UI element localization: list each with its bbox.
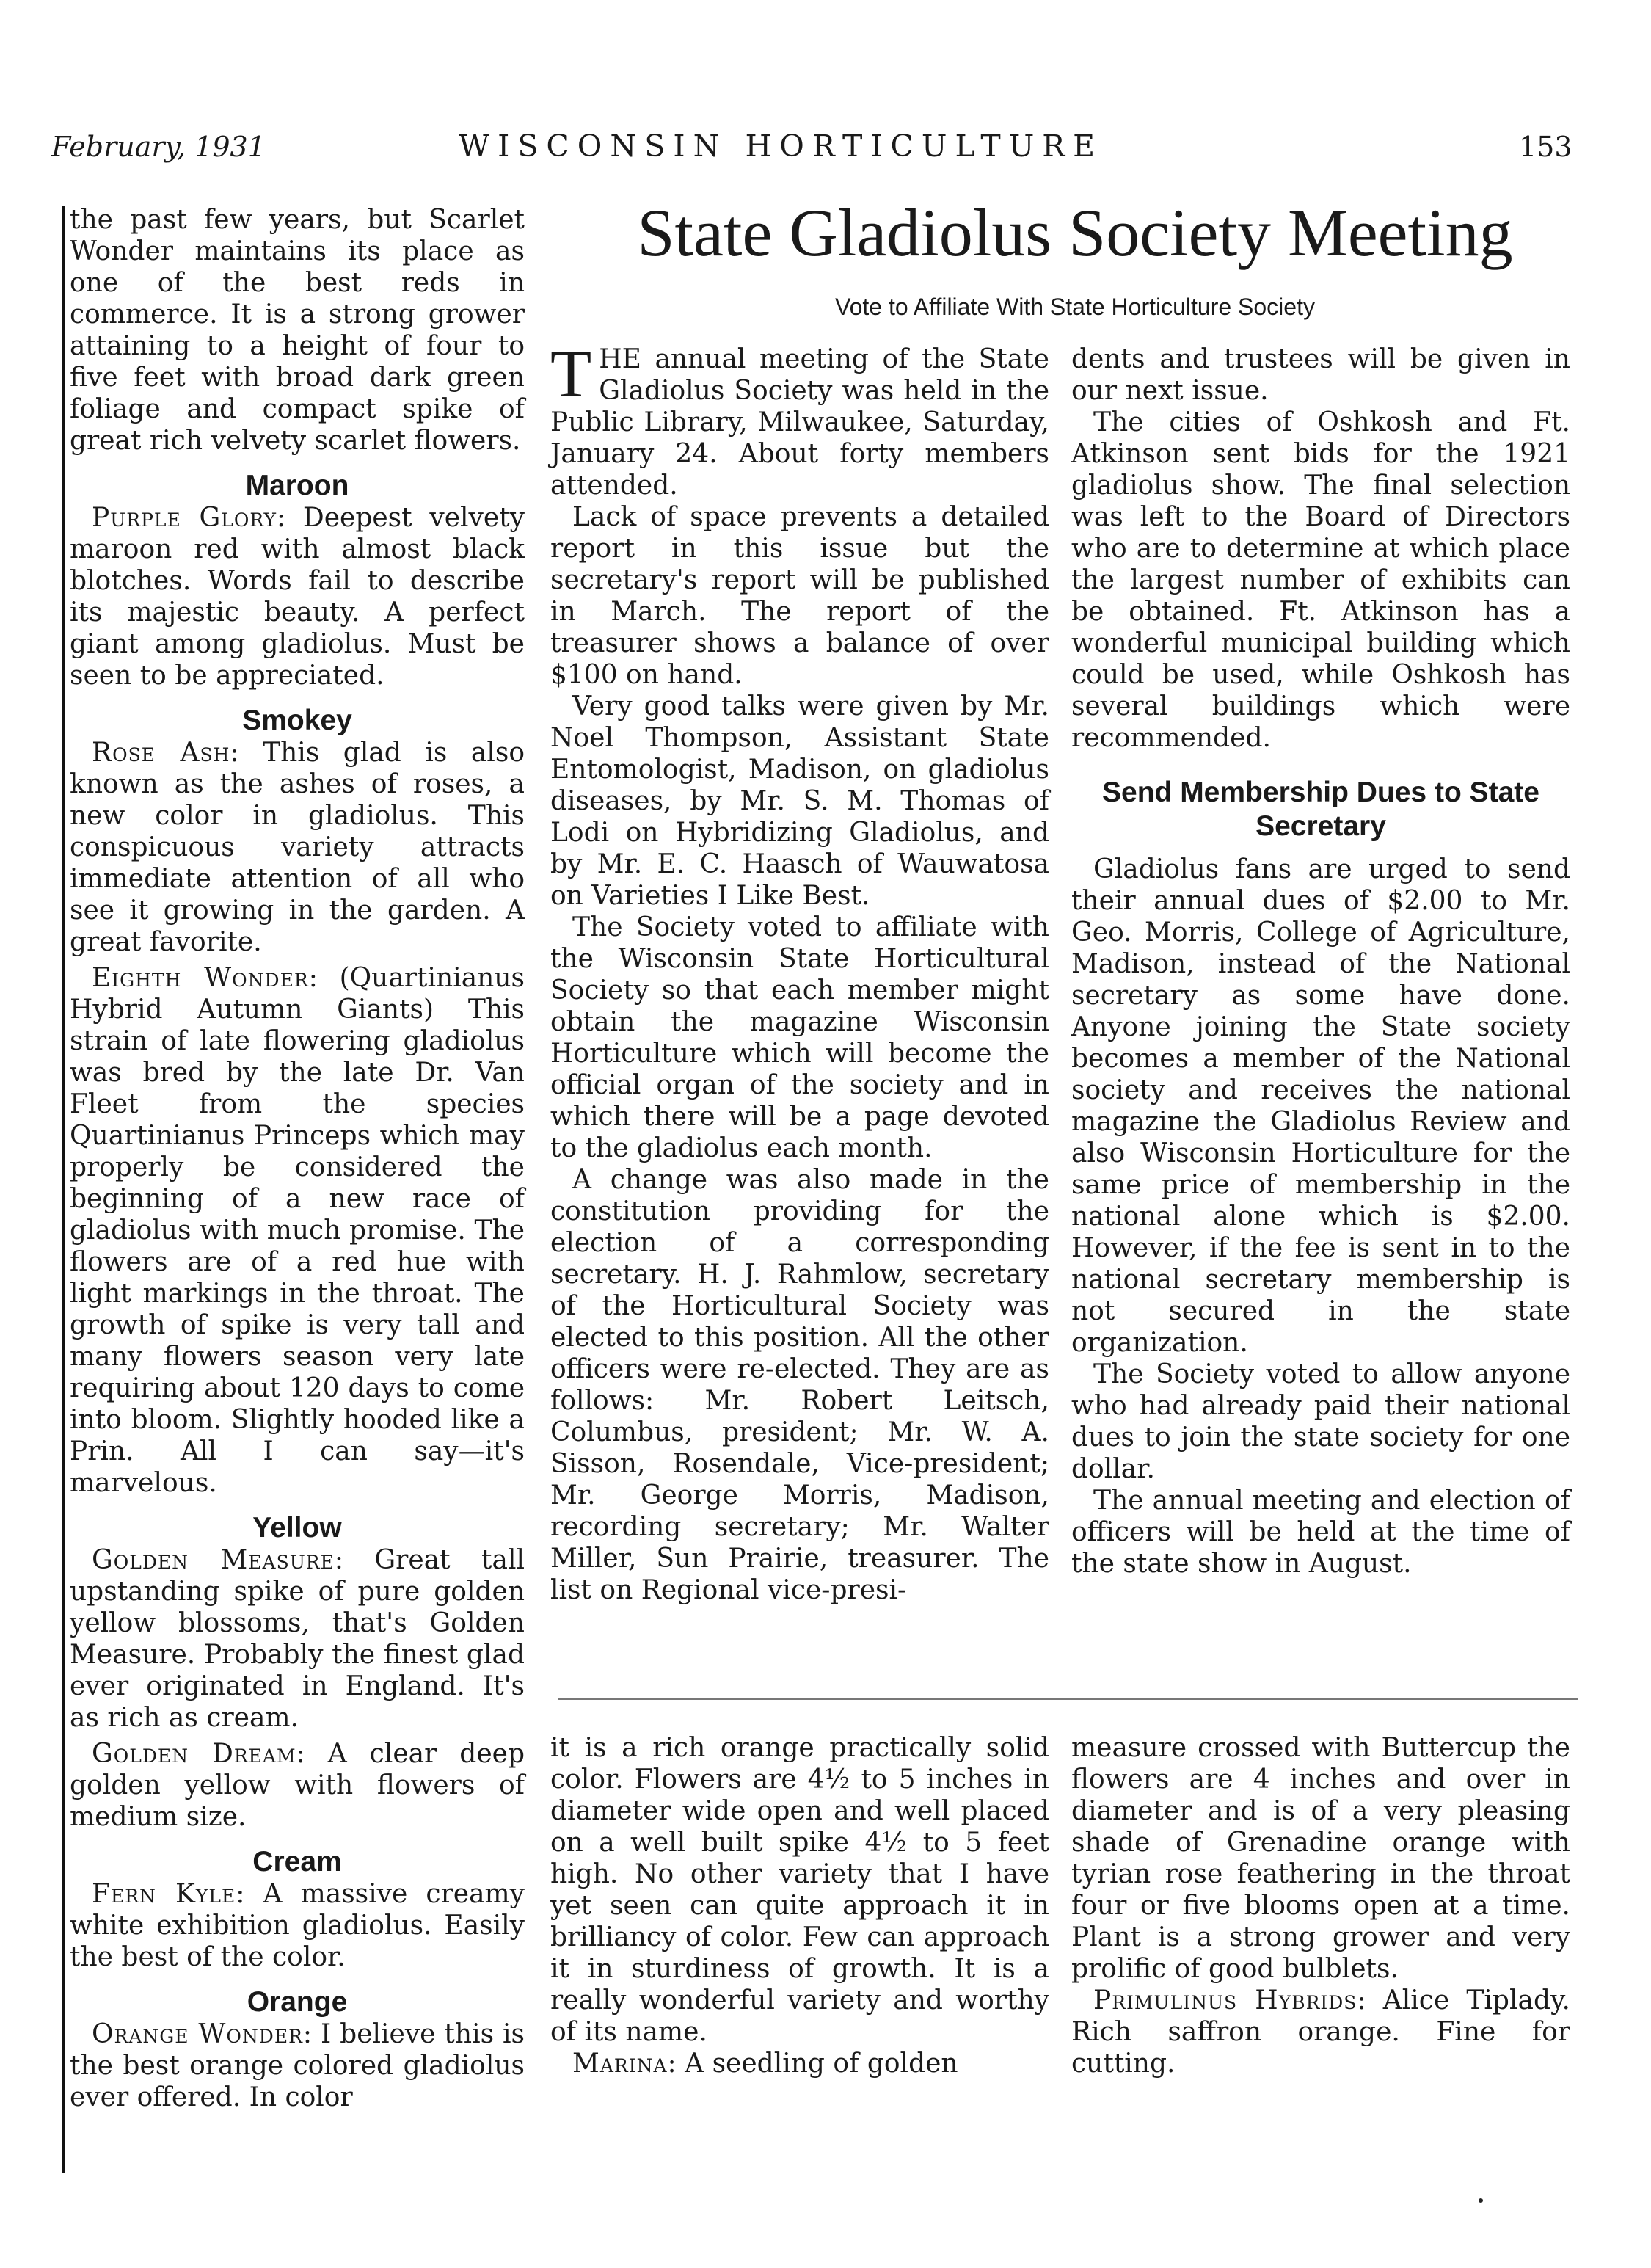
print-speck	[1479, 2198, 1483, 2203]
variety-entry: Purple Glory: Deepest velvety maroon red with almost black blotches. Words fail to describe its majestic beauty. A perfect giant among gladiolus. Must be seen to be appreciated.	[70, 503, 525, 691]
article-column-middle	[550, 336, 1049, 1606]
variety-entry: Primulinus Hybrids: Alice Tiplady. Rich saffron orange. Fine for cutting.	[1071, 1985, 1570, 2079]
variety-name: Primulinus Hybrids	[1093, 1985, 1357, 2016]
continued-paragraph: measure crossed with Buttercup the flowers are 4 inches and over in diameter and is of a very pleasing shade of Grenadine orange with tyrian rose feathering in the throat four or five blooms open at a time. Plant is a strong grower and very prolific of good bulblets.	[1071, 1733, 1570, 1984]
section-heading-dues: Send Membership Dues to State Secretary	[1102, 777, 1539, 842]
article-paragraph: Gladiolus fans are urged to send their annual dues of $2.00 to Mr. Geo. Morris, College of Agriculture, Madison, instead of the National secretary as some have done. Anyone joining the State society becomes a member of the National society and receives the national magazine the Gladiolus Review and also Wisconsin Horticulture for the same price of membership in the national alone which is $2.00. However, if the fee is sent in to the national secretary membership is not secured in the state organization.	[1071, 854, 1570, 1358]
continuation-column-middle	[550, 1732, 1049, 2079]
continuation-column-right	[1071, 1732, 1570, 2079]
section-heading-maroon: Maroon	[245, 470, 349, 501]
article-paragraph: Lack of space prevents a detailed report in this issue but the secretary's report will be published in March. The report of the treasurer shows a balance of over $100 on hand.	[550, 502, 1049, 690]
article-paragraph: dents and trustees will be given in our next issue.	[1071, 344, 1570, 406]
variety-entry: Orange Wonder: I believe this is the best orange colored gladiolus ever offered. In color	[70, 2019, 525, 2112]
variety-name: Golden Dream	[92, 1739, 296, 1769]
article-paragraph: The Society voted to affiliate with the Wisconsin State Horticultural Society so that each member might obtain the magazine Wisconsin Horticulture which will become the official organ of the society and in which there will be a page devoted to the gladiolus each month.	[550, 912, 1049, 1163]
page-number: 153	[1519, 131, 1572, 163]
article-subheadline: Vote to Affiliate With State Horticulture Society	[835, 294, 1315, 320]
section-heading-orange: Orange	[247, 1986, 348, 2018]
variety-name: Rose Ash	[92, 738, 230, 768]
article-headline: State Gladiolus Society Meeting	[637, 195, 1513, 270]
intro-paragraph: the past few years, but Scarlet Wonder maintains its place as one of the best reds in commerce. It is a strong grower attaining to a height of four to five feet with broad dark green foliage and compact spike of great rich velvety scarlet flowers.	[70, 205, 525, 456]
article-paragraph: The Society voted to allow anyone who had already paid their national dues to join the state society for one dollar.	[1071, 1359, 1570, 1484]
variety-name: Orange Wonder	[92, 2019, 303, 2049]
magazine-title: WISCONSIN HORTICULTURE	[459, 128, 1104, 164]
article-paragraph: Very good talks were given by Mr. Noel Thompson, Assistant State Entomologist, Madison, on gladiolus diseases, by Mr. S. M. Thomas of Lodi on Hybridizing Gladiolus, and by Mr. E. C. Haasch of Wauwatosa on Varieties I Like Best.	[550, 691, 1049, 911]
article-paragraph: A change was also made in the constitution providing for the election of a corresponding secretary. H. J. Rahmlow, secretary of the Horticultural Society was elected to this position. All the other officers were re-elected. They are as follows: Mr. Robert Leitsch, Columbus, president; Mr. W. A. Sisson, Rosendale, Vice-president; Mr. George Morris, Madison, recording secretary; Mr. Walter Miller, Sun Prairie, treasurer. The list on Regional vice-presi-	[550, 1165, 1049, 1605]
variety-name: Purple Glory	[92, 503, 277, 533]
drop-cap: T	[550, 336, 592, 411]
variety-description: (Quartinianus Hybrid Autumn Giants) This strain of late flowering gladiolus was bred by the late Dr. Van Fleet from the species Quartinianus Princeps which may properly be considered the beginning of a new race of gladiolus with much promise. The flowers are of a red hue with light markings in the throat. The growth of spike is very tall and many flowers season very late requiring about 120 days to come into bloom. Slightly hooded like a Prin. All I can say—it's marvelous.	[70, 963, 525, 1498]
variety-description: Deepest velvety maroon red with almost black blotches. Words fail to describe its majestic beauty. A perfect giant among gladiolus. Must be seen to be appreciated.	[70, 503, 525, 691]
variety-description: A massive creamy white exhibition gladiolus. Easily the best of the color.	[70, 1879, 525, 1972]
variety-description: This glad is also known as the ashes of roses, a new color in gladiolus. This conspicuous variety attracts immediate attention of all who see it growing in the garden. A great favorite.	[70, 738, 525, 957]
article-paragraph: THE annual meeting of the State Gladiolus Society was held in the Public Library, Milwaukee, Saturday, January 24. About forty members attended.	[550, 336, 1049, 501]
variety-description: Alice Tiplady. Rich saffron orange. Fine for cutting.	[1071, 1985, 1570, 2079]
section-heading-cream: Cream	[252, 1846, 342, 1878]
section-heading-smokey: Smokey	[242, 705, 352, 736]
variety-description: A clear deep golden yellow with flowers of medium size.	[70, 1739, 525, 1832]
article-paragraph: The annual meeting and election of officers will be held at the time of the state show in August.	[1071, 1486, 1570, 1579]
variety-description: A seedling of golden	[685, 2049, 958, 2079]
variety-name: Fern Kyle	[92, 1879, 236, 1909]
variety-description: I believe this is the best orange colored gladiolus ever offered. In color	[70, 2019, 525, 2112]
variety-entry: Fern Kyle: A massive creamy white exhibition gladiolus. Easily the best of the color.	[70, 1879, 525, 1972]
section-heading-yellow: Yellow	[252, 1512, 342, 1544]
variety-description: Great tall upstanding spike of pure golden yellow blossoms, that's Golden Measure. Probably the finest glad ever originated in England. It's as rich as cream.	[70, 1545, 525, 1733]
continued-paragraph: it is a rich orange practically solid color. Flowers are 4½ to 5 inches in diameter wide open and well placed on a well built spike 4½ to 5 feet high. No other variety that I have yet seen can quite approach it in brilliancy of color. Few can approach it in sturdiness of growth. It is a really wonderful variety and worthy of its name.	[550, 1733, 1049, 2047]
variety-name: Eighth Wonder	[92, 963, 309, 993]
variety-entry: Rose Ash: This glad is also known as the ashes of roses, a new color in gladiolus. This conspicuous variety attracts immediate attention of all who see it growing in the garden. A great favorite.	[70, 738, 525, 957]
variety-entry: Marina: A seedling of golden	[572, 2049, 958, 2079]
variety-name: Marina	[572, 2049, 668, 2079]
variety-name: Golden Measure	[92, 1545, 335, 1575]
variety-entry: Eighth Wonder: (Quartinianus Hybrid Autumn Giants) This strain of late flowering gladiolus was bred by the late Dr. Van Fleet from the species Quartinianus Princeps which may properly be considered the beginning of a new race of gladiolus with much promise. The flowers are of a red hue with light markings in the throat. The growth of spike is very tall and many flowers season very late requiring about 120 days to come into bloom. Slightly hooded like a Prin. All I can say—it's marvelous.	[70, 963, 525, 1498]
left-margin-rule	[62, 206, 65, 2173]
article-paragraph: The cities of Oshkosh and Ft. Atkinson sent bids for the 1921 gladiolus show. The final selection was left to the Board of Directors who are to determine at which place the largest number of exhibits can be obtained. Ft. Atkinson has a wonderful municipal building which could be used, while Oshkosh has several buildings which were recommended.	[1071, 407, 1570, 753]
issue-date: February, 1931	[51, 131, 266, 163]
section-divider	[558, 1698, 1578, 1700]
article-column-right	[1071, 344, 1570, 1580]
variety-entry: Golden Measure: Great tall upstanding spike of pure golden yellow blossoms, that's Golden Measure. Probably the finest glad ever originated in England. It's as rich as cream.	[70, 1545, 525, 1733]
variety-column	[70, 204, 525, 2113]
variety-entry: Golden Dream: A clear deep golden yellow with flowers of medium size.	[70, 1739, 525, 1832]
